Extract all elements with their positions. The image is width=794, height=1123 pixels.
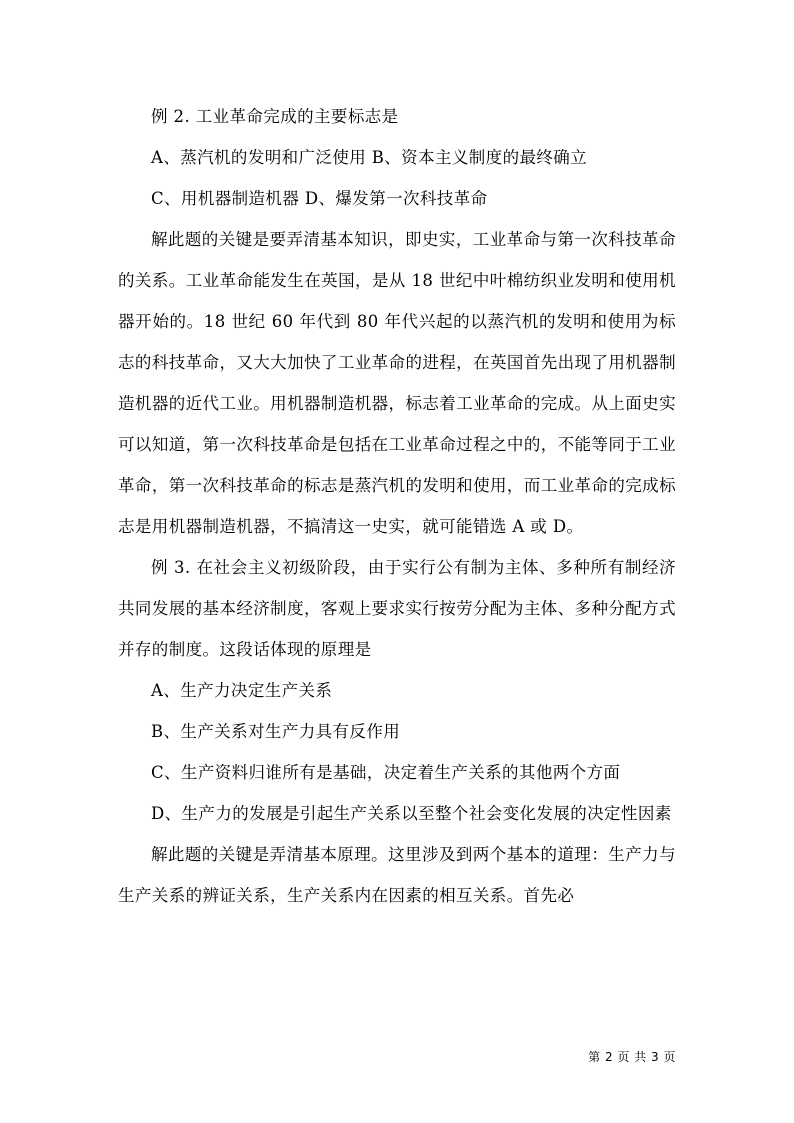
paragraph-example-2-question: 例 2. 工业革命完成的主要标志是 [151, 107, 399, 126]
paragraph-example-3-question: 例 3. 在社会主义初级阶段，由于实行公有制为主体、多种所有制经济共同发展的基本经济制度，客观上要求实行按劳分配为主体、多种分配方式并存的制度。这段话体现的原理是 [118, 558, 676, 659]
paragraph-example-3-option-a: A、生产力决定生产关系 [151, 681, 333, 700]
page-number: 第 2 页 共 3 页 [588, 1050, 676, 1064]
paragraph-example-2-options-cd: C、用机器制造机器 D、爆发第一次科技革命 [151, 189, 488, 208]
paragraph-example-2-analysis: 解此题的关键是要弄清基本知识，即史实，工业革命与第一次科技革命的关系。工业革命能发生在英国，是从 18 世纪中叶棉纺织业发明和使用机器开始的。18 世纪 60 年代到 80 年代兴起的以蒸汽机的发明和使用为标志的科技革命，又大大加快了工业革命的进程，在英国首先出现了用机器制造机器的近代工业。用机器制造机器，标志着工业革命的完成。从上面史实可以知道，第一次科技革命是包括在工业革命过程之中的，不能等同于工业革命，第一次科技革命的标志是蒸汽机的发明和使用，而工业革命的完成标志是用机器制造机器，不搞清这一史实，就可能错选 A 或 D。 [118, 230, 676, 536]
paragraph-example-3-option-b: B、生产关系对生产力具有反作用 [151, 722, 401, 741]
document-body [118, 96, 676, 916]
paragraph-example-3-analysis: 解此题的关键是弄清基本原理。这里涉及到两个基本的道理：生产力与生产关系的辨证关系，生产关系内在因素的相互关系。首先必 [118, 845, 676, 905]
paragraph-example-3-option-c: C、生产资料归谁所有是基础，决定着生产关系的其他两个方面 [151, 763, 621, 782]
paragraph-example-2-options-ab: A、蒸汽机的发明和广泛使用 B、资本主义制度的最终确立 [151, 148, 588, 167]
paragraph-example-3-option-d: D、生产力的发展是引起生产关系以至整个社会变化发展的决定性因素 [151, 804, 672, 823]
